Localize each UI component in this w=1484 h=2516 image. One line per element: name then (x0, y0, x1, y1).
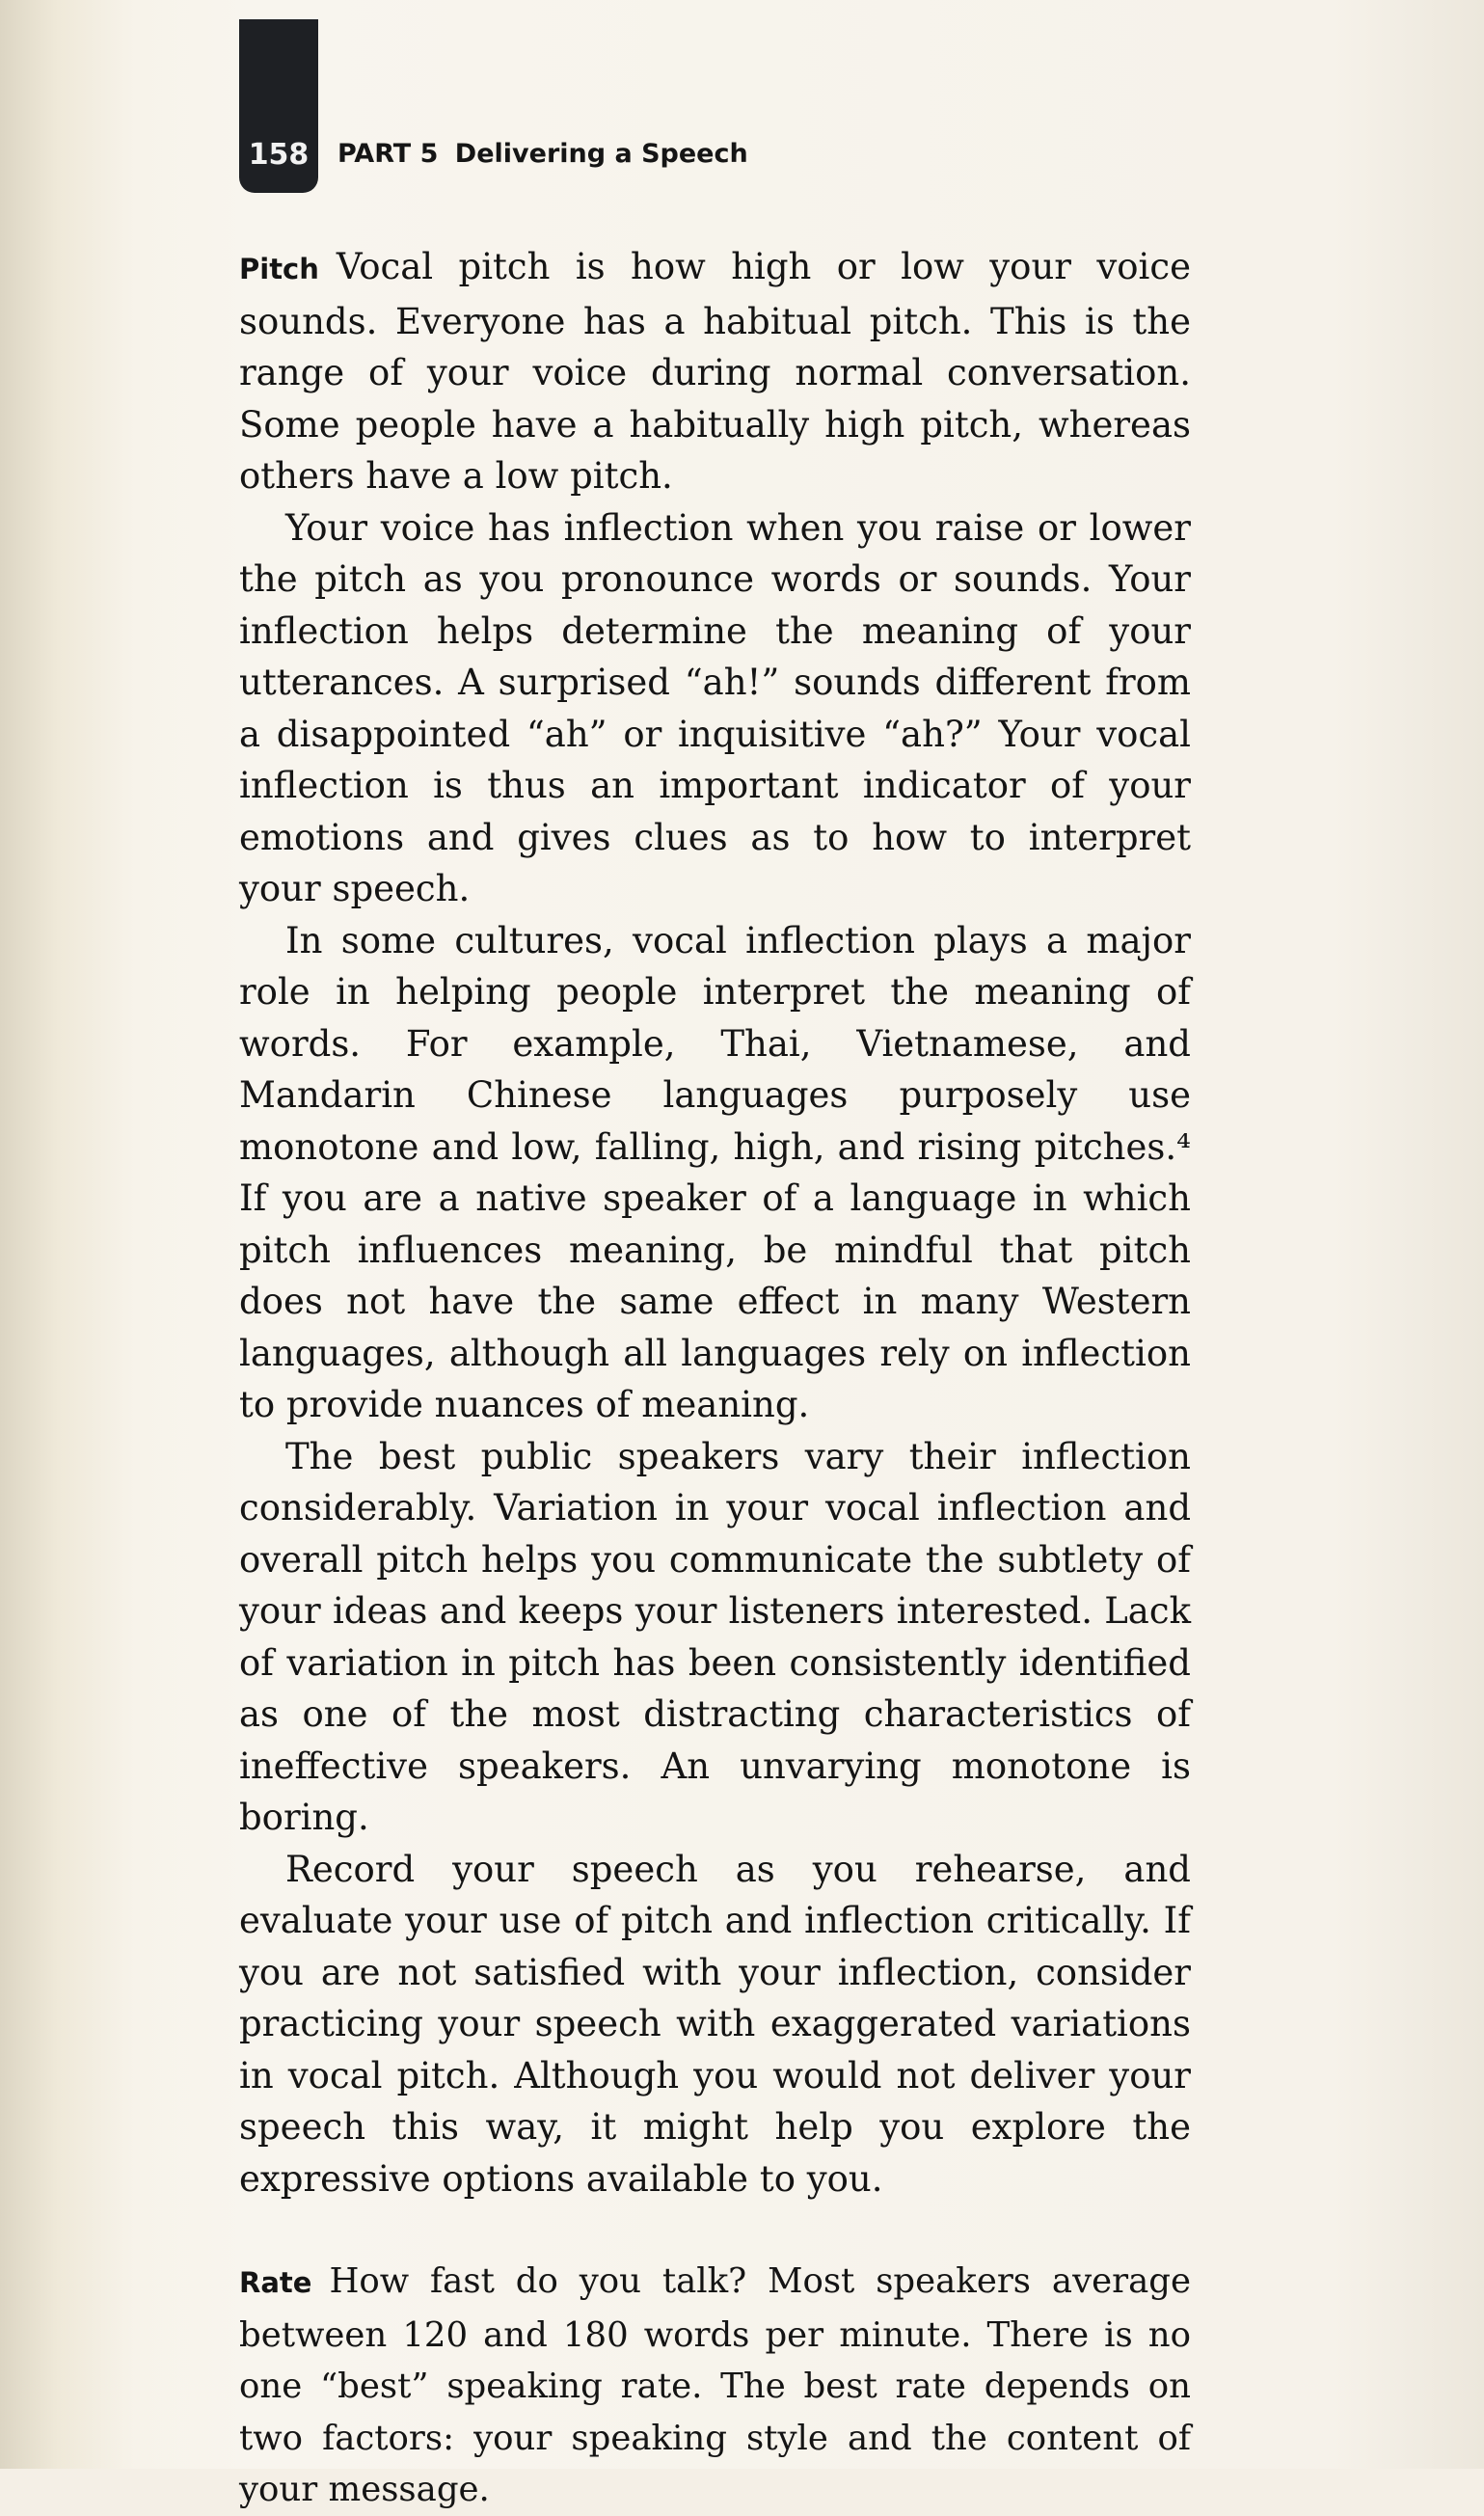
pitch-heading: Pitch (239, 253, 319, 285)
pitch-paragraph: Your voice has inflection when you raise or lower the pitch as you pronounce words or sounds. Your inflection helps determine the meaning of your utterances. A surprised “ah!” sounds different from a disappointed “ah” or inquisitive “ah?” Your vocal inflection is thus an important indicator of your emotions and gives clues as to how to interpret your speech. (239, 506, 1191, 909)
chapter-title: Delivering a Speech (454, 139, 748, 169)
rate-section (239, 2256, 1191, 2516)
page-number-tab (239, 19, 318, 193)
pitch-paragraph: In some cultures, vocal inflection plays a major role in helping people interpret the meaning of words. For example, Thai, Vietnamese, and Mandarin Chinese languages purposely use monotone and low, falling, high, and rising pitches.⁴ If you are a native speaker of a language in which pitch influences meaning, be mindful that pitch does not have the same effect in many Western languages, although all languages rely on inflection to provide nuances of meaning. (239, 919, 1191, 1425)
part-label: PART 5 (337, 139, 439, 169)
pitch-section (239, 241, 1191, 2205)
pitch-paragraph: The best public speakers vary their inflection considerably. Variation in your vocal inflection and overall pitch helps you communicate the subtlety of your ideas and keeps your listeners interested. Lack of variation in pitch has been consistently identified as one of the most distracting characteristics of ineffective speakers. An unvarying monotone is boring. (239, 1435, 1191, 1838)
pitch-paragraph: Record your speech as you rehearse, and evaluate your use of pitch and inflection critically. If you are not satisfied with your inflection, consider practicing your speech with exaggerated variations in vocal pitch. Although you would not deliver your speech this way, it might help you explore the expressive options available to you. (239, 1848, 1191, 2200)
body-text (239, 241, 1191, 2516)
rate-heading: Rate (239, 2266, 312, 2299)
page-number: 158 (248, 138, 310, 172)
paragraph-text: Vocal pitch is how high or low your voice sounds. Everyone has a habitual pitch. This is the range of your voice during normal conversation. Some people have a habitually high pitch, whereas others have a low pitch. (239, 246, 1191, 497)
running-head (337, 139, 748, 169)
pitch-paragraph (239, 241, 1191, 502)
rate-paragraph (239, 2256, 1191, 2516)
paragraph-text: How fast do you talk? Most speakers average between 120 and 180 words per minute. There is no one “best” speaking rate. The best rate depends on two factors: your speaking style and the content of your message. (239, 2261, 1191, 2509)
